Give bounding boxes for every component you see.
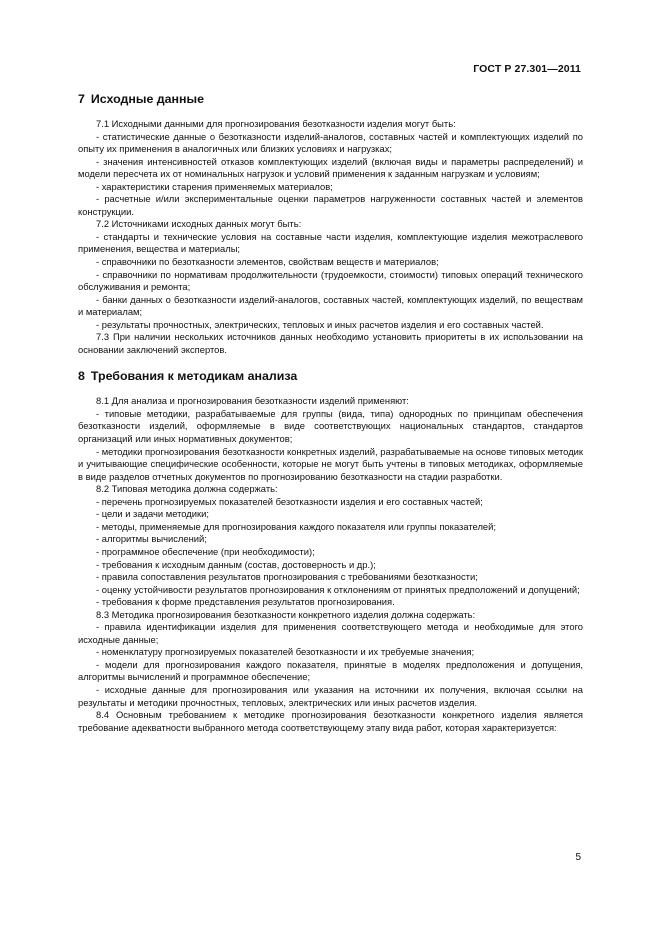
section-7-number: 7	[78, 92, 85, 106]
section-7-heading	[78, 92, 583, 107]
paragraph: 7.1 Исходными данными для прогнозирования безотказности изделия могут быть:	[96, 118, 456, 129]
list-item: - перечень прогнозируемых показателей безотказности изделия и его составных частей;	[96, 495, 483, 507]
list-item: - характеристики старения применяемых материалов;	[96, 180, 333, 192]
section-7-body	[78, 118, 583, 356]
paragraph: 7.3 При наличии нескольких источников данных необходимо установить приоритеты в их использовании на основании заключений экспертов.	[78, 331, 583, 355]
list-item: - программное обеспечение (при необходимости);	[96, 545, 315, 557]
list-item: - методики прогнозирования безотказности конкретных изделий, разрабатываемые на основе типовых методик и учитывающие специфические особенности, которые не могут быть учтены в типовых методиках, оформляемые в виде разделов отчетных документов по прогнозированию безотказности на стадии разработки.	[78, 445, 583, 482]
page-number: 5	[575, 852, 581, 863]
list-item: - требования к исходным данным (состав, достоверность и др.);	[96, 558, 376, 570]
section-8-number: 8	[78, 369, 85, 384]
list-item: - типовые методики, разрабатываемые для группы (вида, типа) однородных по принципам обеспечения безотказности изделий, оформляемые в виде соответствующих национальных стандартов, стандартов организаций или иных нормативных документов;	[78, 407, 583, 445]
paragraph: 7.2 Источниками исходных данных могут быть:	[96, 218, 302, 230]
list-item: - оценку устойчивости результатов прогнозирования к отклонениям от принятых предположений и допущений;	[96, 583, 580, 595]
section-8-body	[78, 395, 583, 734]
list-item: - справочники по нормативам продолжительности (трудоемкости, стоимости) типовых операций технического обслуживания и ремонта;	[78, 268, 583, 293]
list-item: - результаты прочностных, электрических, тепловых и иных расчетов изделия и его составных частей.	[96, 318, 544, 330]
list-item: - статистические данные о безотказности изделий-аналогов, составных частей и комплектующих изделий по опыту их применения в аналогичных или близких условиях и нагрузках;	[78, 130, 583, 155]
section-7-title: Исходные данные	[90, 92, 204, 106]
section-8-title: Требования к методикам анализа	[90, 369, 298, 384]
paragraph: 8.4 Основным требованием к методике прогнозирования безотказности конкретного изделия является требование адекватности выбранного метода соответствующему этапу вида работ, которая характеризуется:	[78, 709, 583, 733]
list-item: - стандарты и технические условия на составные части изделия, комплектующие изделия межотраслевого применения, вещества и материалы;	[78, 230, 583, 255]
list-item: - расчетные и/или экспериментальные оценки параметров нагруженности составных частей и элементов конструкции.	[78, 193, 583, 217]
list-item: - исходные данные для прогнозирования или указания на источники их получения, включая ссылки на результаты и методики прочностных, тепловых, электрических или иных расчетов изделия.	[78, 683, 583, 708]
section-8-heading	[78, 369, 583, 384]
list-item: - модели для прогнозирования каждого показателя, принятые в моделях предположения и допущения, алгоритмы вычислений и программное обеспечение;	[78, 658, 583, 683]
list-item: - цели и задачи методики;	[96, 508, 209, 520]
paragraph: 8.3 Методика прогнозирования безотказности конкретного изделия должна содержать:	[96, 608, 476, 620]
list-item: - правила идентификации изделия для применения соответствующего метода и необходимые для этого исходные данные;	[78, 621, 583, 645]
list-item: - требования к форме представления результатов прогнозирования.	[96, 596, 395, 608]
paragraph: 8.2 Типовая методика должна содержать:	[96, 483, 278, 495]
list-item: - методы, применяемые для прогнозирования каждого показателя или группы показателей;	[96, 520, 496, 532]
list-item: - значения интенсивностей отказов комплектующих изделий (включая виды и параметры распределений) и модели пересчета их от номинальных нагрузок и условий применения к заданным нагрузкам и условиям;	[78, 155, 583, 180]
page-content	[78, 92, 583, 734]
list-item: - правила сопоставления результатов прогнозирования с требованиями безотказности;	[96, 571, 478, 583]
paragraph: 8.1 Для анализа и прогнозирования безотказности изделий применяют:	[96, 395, 409, 407]
list-item: - алгоритмы вычислений;	[96, 533, 207, 545]
list-item: - банки данных о безотказности изделий-аналогов, составных частей, комплектующих изделий, по веществам и материалам;	[78, 293, 583, 318]
list-item: - номенклатуру прогнозируемых показателей безотказности и их требуемые значения;	[96, 646, 475, 658]
list-item: - справочники по безотказности элементов, свойствам веществ и материалов;	[96, 256, 439, 268]
document-code: ГОСТ Р 27.301—2011	[473, 63, 581, 75]
